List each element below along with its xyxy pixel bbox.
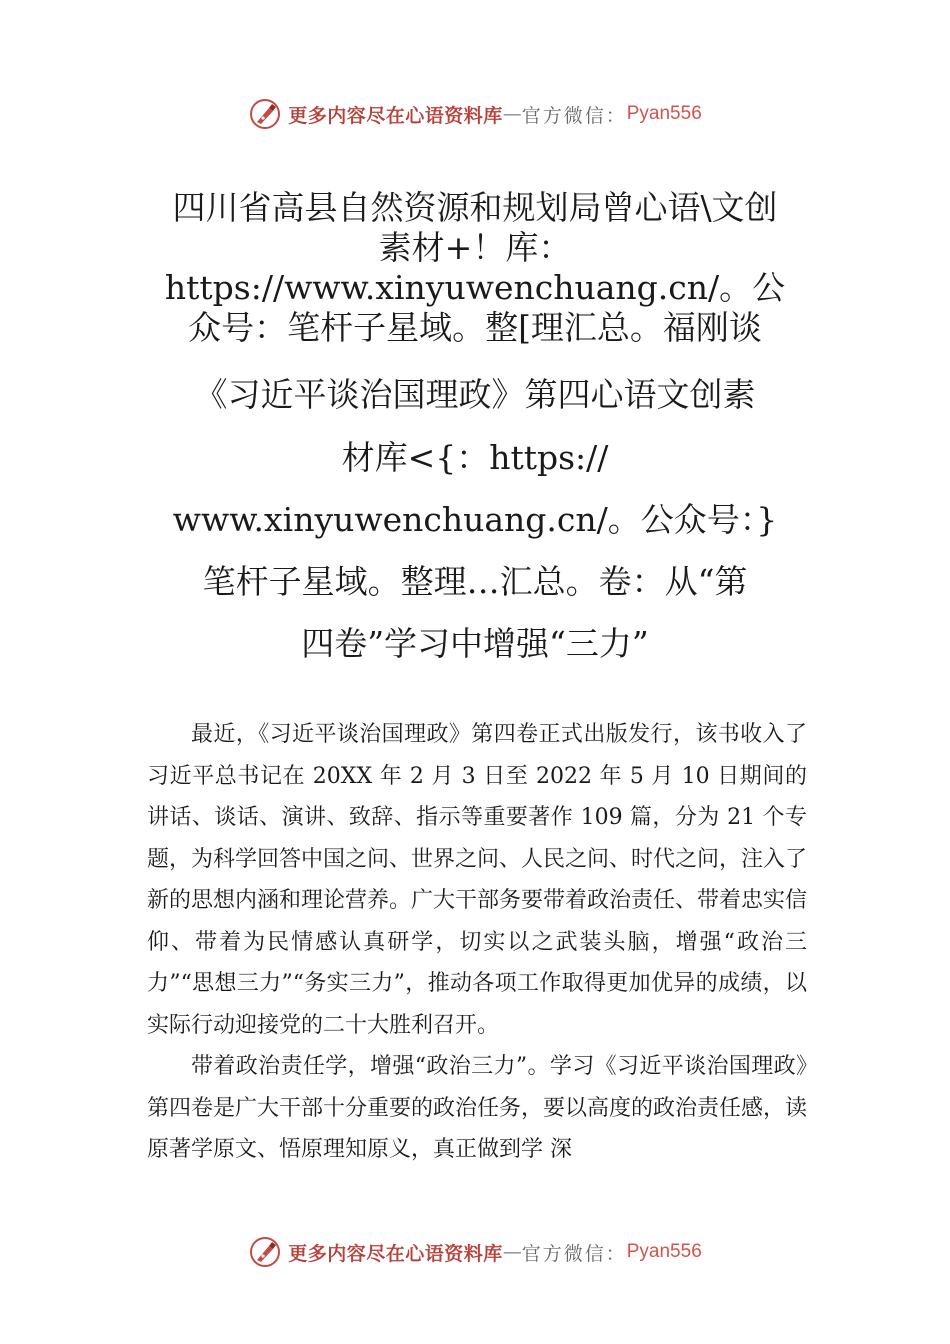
paragraph: 带着政治责任学，增强“政治三力”。学习《习近平谈治国理政》第四卷是广大干部十分重要的政治任务，要以高度的政治责任感，读原著学原文、悟原理知原义，真正做到学 深 bbox=[147, 1054, 808, 1162]
wechat-label: 官方微信： bbox=[521, 1242, 627, 1265]
title-line-4: 笔杆子星域。整理…汇总。卷：从“第 bbox=[202, 562, 748, 601]
brand-text: 更多内容尽在心语资料库 bbox=[288, 1242, 503, 1265]
brand-text: 更多内容尽在心语资料库 bbox=[288, 104, 503, 127]
title-line-5: 四卷”学习中增强“三力” bbox=[301, 624, 649, 663]
pen-nib-logo-icon bbox=[248, 97, 282, 131]
paragraph: 最近，《习近平谈治国理政》第四卷正式出版发行，该书收入了习近平总书记在 20XX 年 2 月 3 日至 2022 年 5 月 10 日期间的讲话、谈话、演讲、致辞、指示等重要著作 109 篇，分为 21 个专题，为科学回答中国之问、世界之问、人民之问、时代之问，注入了新的思想内涵和理论营养。广大干部务要带着政治责任、带着忠实信仰、带着为民情感认真研学，切实以之武装头脑，增强“政治三力”“思想三力”“务实三力”，推动各项工作取得更加优异的成绩，以实际行动迎接党的二十大胜利召开。 bbox=[147, 722, 808, 1038]
banner-separator: — bbox=[502, 1241, 522, 1263]
title-line-3: www.xinyuwenchuang.cn/。公众号：} bbox=[172, 500, 778, 539]
wechat-account: Pyan556 bbox=[626, 1241, 702, 1262]
title-line-2: 材库<{：https:// bbox=[341, 438, 609, 477]
footer-banner bbox=[0, 1232, 950, 1272]
article-body bbox=[147, 714, 807, 1171]
page-title-block: 四川省高县自然资源和规划局曾心语\文创素材+！库：https://www.xinyuwenchuang.cn/。公众号：笔杆子星域。整[理汇总。福刚谈 bbox=[164, 188, 786, 347]
pen-nib-logo-icon bbox=[248, 1235, 282, 1269]
header-banner bbox=[0, 94, 950, 134]
title-line-1: 《习近平谈治国理政》第四心语文创素 bbox=[194, 375, 756, 414]
wechat-label: 官方微信： bbox=[521, 104, 627, 127]
wechat-account: Pyan556 bbox=[626, 103, 702, 124]
banner-separator: — bbox=[502, 103, 522, 125]
